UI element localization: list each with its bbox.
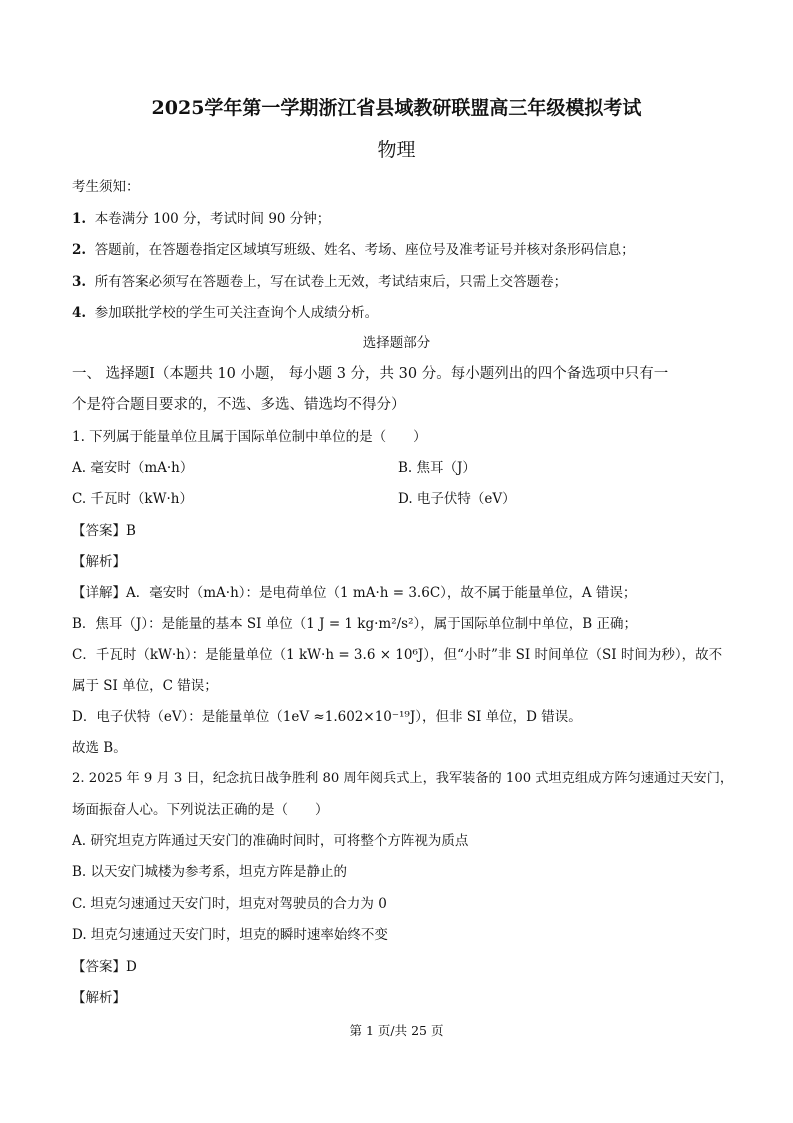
question-1-detail-2: B．焦耳（J）：是能量的基本 SI 单位（1 J = 1 kg·m²/s²），属于国际单位制中单位，B 正确； — [72, 616, 637, 632]
notice-item-text: 所有答案必须写在答题卷上，写在试卷上无效，考试结束后，只需上交答题卷； — [94, 274, 568, 290]
section-one-instructions-line1: 一、 选择题Ⅰ（本题共 10 小题， 每小题 3 分，共 30 分。每小题列出的四个备选项中只有一 — [72, 366, 669, 382]
section-title: 选择题部分 — [362, 335, 431, 351]
notice-item-number: 1. — [72, 211, 87, 227]
exam-title: 2025学年第一学期浙江省县域教研联盟高三年级模拟考试 — [151, 97, 642, 119]
question-1-answer: 【答案】B — [72, 523, 136, 539]
question-2-option-d: D. 坦克匀速通过天安门时，坦克的瞬时速率始终不变 — [72, 927, 388, 943]
question-1-detail-5: D．电子伏特（eV）：是能量单位（1eV ≈1.602×10⁻¹⁹J），但非 SI 单位，D 错误。 — [72, 709, 582, 725]
question-2-answer: 【答案】D — [72, 959, 137, 975]
question-2-option-c: C. 坦克匀速通过天安门时，坦克对驾驶员的合力为 0 — [72, 896, 387, 912]
question-1-stem: 1. 下列属于能量单位且属于国际单位制中单位的是（ ） — [72, 429, 427, 445]
notice-item-4 — [72, 303, 378, 323]
page-footer: 第 1 页/共 25 页 — [349, 1023, 444, 1038]
question-1-option-c: C. 千瓦时（kW·h） — [72, 491, 193, 507]
section-one-instructions-line2: 个是符合题目要求的，不选、多选、错选均不得分） — [72, 397, 406, 413]
question-1-option-b: B. 焦耳（J） — [398, 460, 476, 476]
notice-item-text: 本卷满分 100 分，考试时间 90 分钟； — [94, 211, 331, 227]
notice-item-text: 参加联批学校的学生可关注查询个人成绩分析。 — [94, 305, 379, 321]
question-1-option-d: D. 电子伏特（eV） — [398, 491, 516, 507]
question-1-conclusion: 故选 B。 — [72, 740, 127, 756]
question-2-option-b: B. 以天安门城楼为参考系，坦克方阵是静止的 — [72, 864, 348, 880]
subject-title: 物理 — [377, 139, 416, 161]
question-2-option-a: A. 研究坦克方阵通过天安门的准确时间时，可将整个方阵视为质点 — [72, 833, 469, 849]
notice-item-text: 答题前，在答题卷指定区域填写班级、姓名、考场、座位号及准考证号并核对条形码信息； — [94, 242, 635, 258]
notice-item-number: 2. — [72, 242, 87, 258]
notice-heading: 考生须知： — [72, 179, 140, 195]
question-2-stem-line2: 场面振奋人心。下列说法正确的是（ ） — [72, 802, 329, 818]
notice-item-1 — [72, 209, 330, 229]
question-2-analysis-label: 【解析】 — [72, 990, 126, 1006]
question-1-detail-3: C．千瓦时（kW·h）：是能量单位（1 kW·h = 3.6 × 10⁶J），但“小时”非 SI 时间单位（SI 时间为秒），故不 — [72, 647, 723, 663]
notice-item-2 — [72, 240, 635, 260]
notice-item-number: 3. — [72, 274, 87, 290]
notice-item-3 — [72, 272, 567, 292]
question-1-detail-1: 【详解】A．毫安时（mA·h）：是电荷单位（1 mA·h = 3.6C），故不属于能量单位，A 错误； — [72, 585, 637, 601]
question-1-analysis-label: 【解析】 — [72, 554, 126, 570]
notice-item-number: 4. — [72, 305, 87, 321]
question-1-detail-4: 属于 SI 单位，C 错误； — [72, 678, 218, 694]
question-2-stem-line1: 2. 2025 年 9 月 3 日，纪念抗日战争胜利 80 周年阅兵式上，我军装备的 100 式坦克组成方阵匀速通过天安门， — [72, 771, 734, 786]
question-1-option-a: A. 毫安时（mA·h） — [72, 460, 194, 476]
